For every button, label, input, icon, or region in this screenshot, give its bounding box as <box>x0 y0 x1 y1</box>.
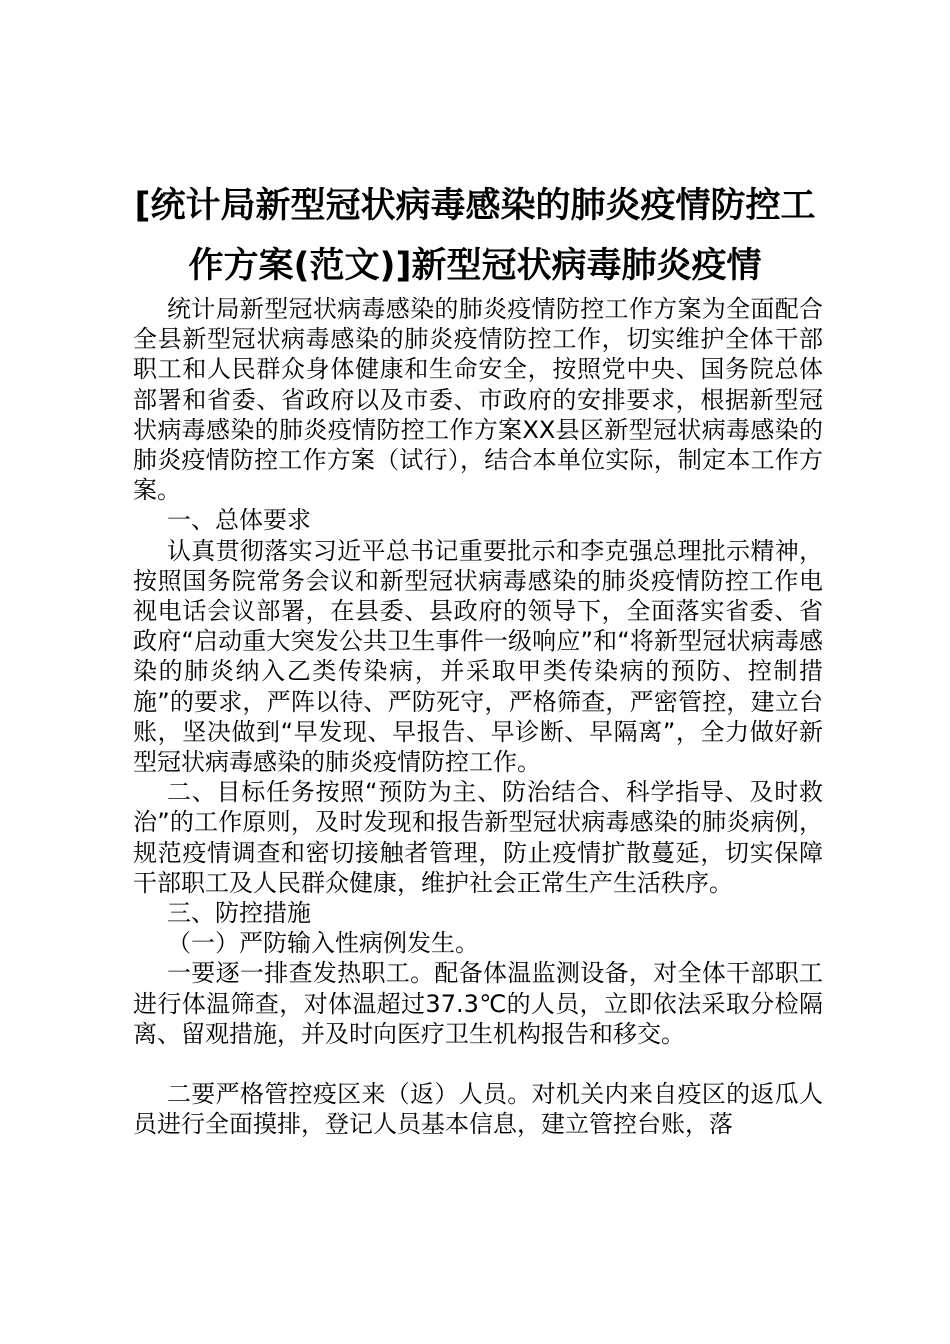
section-heading-control-measures: 三、防控措施 <box>167 899 311 928</box>
document-title-line-1: [统计局新型冠状病毒感染的肺炎疫情防控工 <box>134 186 816 226</box>
section-heading-general-requirements: 一、总体要求 <box>167 506 311 535</box>
paragraph-returnee-control: 二要严格管控疫区来（返）人员。对机关内来自疫区的返瓜人员进行全面摸排，登记人员基本信息，建立管控台账，落 <box>133 1080 823 1139</box>
paragraph-general-requirements: 认真贯彻落实习近平总书记重要批示和李克强总理批示精神，按照国务院常务会议和新型冠状病毒感染的肺炎疫情防控工作电视电话会议部署，在县委、县政府的领导下，全面落实省委、省政府“启动重大突发公共卫生事件一级响应”和“将新型冠状病毒感染的肺炎纳入乙类传染病，并采取甲类传染病的预防、控制措施”的要求，严阵以待、严防死守，严格筛查，严密管控，建立台账，坚决做到“早发现、早报告、早诊断、早隔离”，全力做好新型冠状病毒感染的肺炎疫情防控工作。 <box>133 536 823 777</box>
paragraph-objectives: 二、目标任务按照“预防为主、防治结合、科学指导、及时救治”的工作原则，及时发现和报告新型冠状病毒感染的肺炎病例，规范疫情调查和密切接触者管理，防止疫情扩散蔓延，切实保障干部职工及人民群众健康，维护社会正常生产生活秩序。 <box>133 778 823 897</box>
paragraph-intro: 统计局新型冠状病毒感染的肺炎疫情防控工作方案为全面配合全县新型冠状病毒感染的肺炎疫情防控工作，切实维护全体干部职工和人民群众身体健康和生命安全，按照党中央、国务院总体部署和省委、省政府以及市委、市政府的安排要求，根据新型冠状病毒感染的肺炎疫情防控工作方案XX县区新型冠状病毒感染的肺炎疫情防控工作方案（试行），结合本单位实际，制定本工作方案。 <box>133 295 823 505</box>
paragraph-fever-screening: 一要逐一排查发热职工。配备体温监测设备，对全体干部职工进行体温筛查，对体温超过37.3℃的人员，立即依法采取分检隔离、留观措施，并及时向医疗卫生机构报告和移交。 <box>133 959 823 1048</box>
document-body <box>133 294 823 1139</box>
document-title-line-2: 作方案(范文)]新型冠状病毒肺炎疫情 <box>188 246 762 286</box>
subsection-heading-imported-cases: （一）严防输入性病例发生。 <box>167 929 479 958</box>
